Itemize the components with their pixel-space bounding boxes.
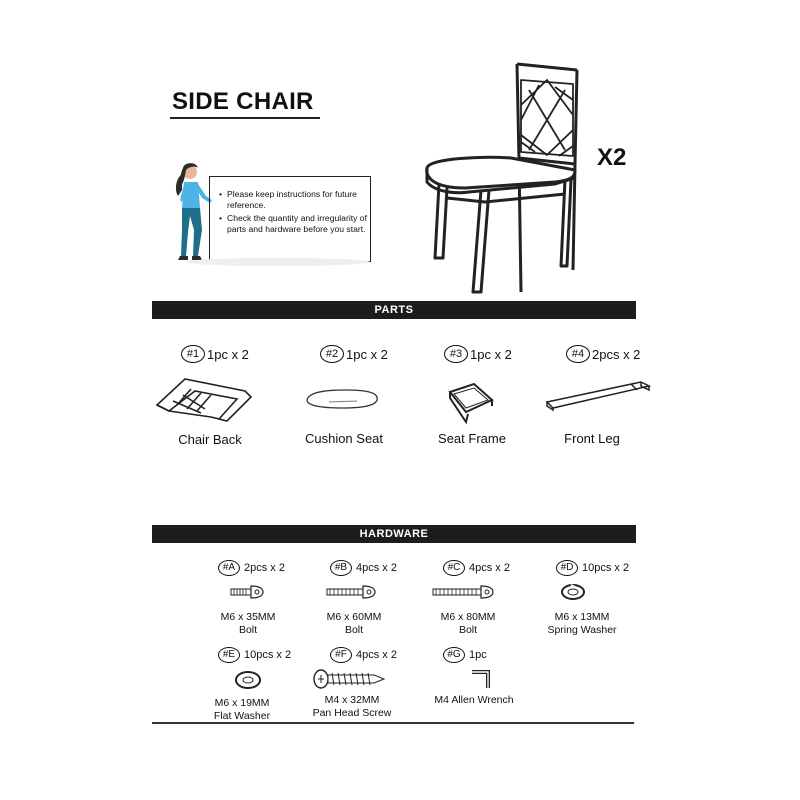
- front-leg-icon: [545, 378, 655, 414]
- hardware-qty-text: 10pcs x 2: [244, 649, 292, 661]
- hardware-badge: #B: [330, 560, 352, 576]
- cushion-seat-icon: [305, 388, 380, 410]
- seat-frame-icon: [446, 382, 496, 426]
- hardware-quantity: [218, 560, 285, 576]
- hardware-qty-text: 10pcs x 2: [582, 562, 630, 574]
- hardware-badge: #C: [443, 560, 465, 576]
- hardware-type: Pan Head Screw: [312, 707, 392, 719]
- hardware-qty-text: 2pcs x 2: [244, 562, 285, 574]
- hardware-badge: #E: [218, 647, 240, 663]
- hardware-size: M6 x 13MM: [554, 611, 610, 623]
- hardware-badge: #D: [556, 560, 578, 576]
- hardware-quantity: [218, 647, 291, 663]
- hardware-name: [292, 694, 412, 720]
- hardware-name: [414, 694, 534, 707]
- flat-washer-icon: [234, 670, 262, 690]
- bolt-icon: [326, 584, 378, 600]
- part-badge: #4: [566, 345, 590, 363]
- quantity-label: X2: [597, 144, 627, 171]
- hardware-badge: #A: [218, 560, 240, 576]
- hardware-qty-text: 4pcs x 2: [356, 649, 397, 661]
- page-title: SIDE CHAIR: [172, 88, 314, 115]
- notice-item: • Check the quantity and irregularity of parts and hardware before you start.: [227, 213, 370, 234]
- part-name: Cushion Seat: [304, 431, 384, 446]
- hardware-qty-text: 1pc: [469, 649, 487, 661]
- hardware-name: [182, 697, 302, 723]
- hardware-name: [522, 611, 642, 637]
- part-badge: #1: [181, 345, 205, 363]
- chair-back-icon: [155, 375, 255, 425]
- hardware-size: M6 x 80MM: [440, 611, 496, 623]
- part-name: Front Leg: [564, 431, 620, 446]
- hardware-size: M6 x 60MM: [326, 611, 382, 623]
- part-qty-text: 1pc x 2: [207, 346, 249, 362]
- hardware-qty-text: 4pcs x 2: [356, 562, 397, 574]
- part-qty-text: 1pc x 2: [346, 346, 388, 362]
- part-quantity: [181, 345, 249, 363]
- part-badge: #2: [320, 345, 344, 363]
- hardware-name: [294, 611, 414, 637]
- hardware-type: Bolt: [458, 624, 478, 636]
- hardware-quantity: [556, 560, 629, 576]
- hardware-quantity: [330, 560, 397, 576]
- hardware-quantity: [443, 560, 510, 576]
- notice-box: [209, 176, 370, 262]
- part-qty-text: 2pcs x 2: [592, 346, 641, 362]
- hardware-quantity: [330, 647, 397, 663]
- part-quantity: [566, 345, 640, 363]
- hardware-type: Flat Washer: [213, 710, 271, 722]
- hardware-size: M4 x 32MM: [324, 694, 380, 706]
- part-name: Seat Frame: [438, 431, 506, 446]
- hardware-type: Bolt: [238, 624, 258, 636]
- side-chair-icon: [425, 60, 585, 290]
- hardware-header: HARDWARE: [152, 525, 636, 543]
- hardware-type: Bolt: [344, 624, 364, 636]
- part-name: Chair Back: [178, 432, 242, 447]
- bottom-divider: [152, 722, 634, 724]
- bolt-icon: [230, 584, 266, 600]
- part-quantity: [320, 345, 388, 363]
- hardware-name: [408, 611, 528, 637]
- hardware-quantity: [443, 647, 487, 663]
- bolt-icon: [432, 584, 496, 600]
- hardware-qty-text: 4pcs x 2: [469, 562, 510, 574]
- hardware-size: M6 x 35MM: [220, 611, 276, 623]
- parts-header: PARTS: [152, 301, 636, 319]
- spring-washer-icon: [560, 583, 586, 601]
- title-underline: [170, 117, 320, 119]
- allen-wrench-icon: [470, 668, 496, 692]
- hardware-size: M4 Allen Wrench: [434, 694, 514, 706]
- notice-item: • Please keep instructions for future reference.: [227, 189, 370, 210]
- hardware-badge: #G: [443, 647, 465, 663]
- floor-shadow: [185, 258, 370, 266]
- hardware-type: Spring Washer: [547, 624, 617, 636]
- hardware-name: [188, 611, 308, 637]
- hardware-size: M6 x 19MM: [214, 697, 270, 709]
- part-badge: #3: [444, 345, 468, 363]
- part-quantity: [444, 345, 512, 363]
- part-qty-text: 1pc x 2: [470, 346, 512, 362]
- screw-icon: [312, 668, 388, 690]
- hardware-badge: #F: [330, 647, 352, 663]
